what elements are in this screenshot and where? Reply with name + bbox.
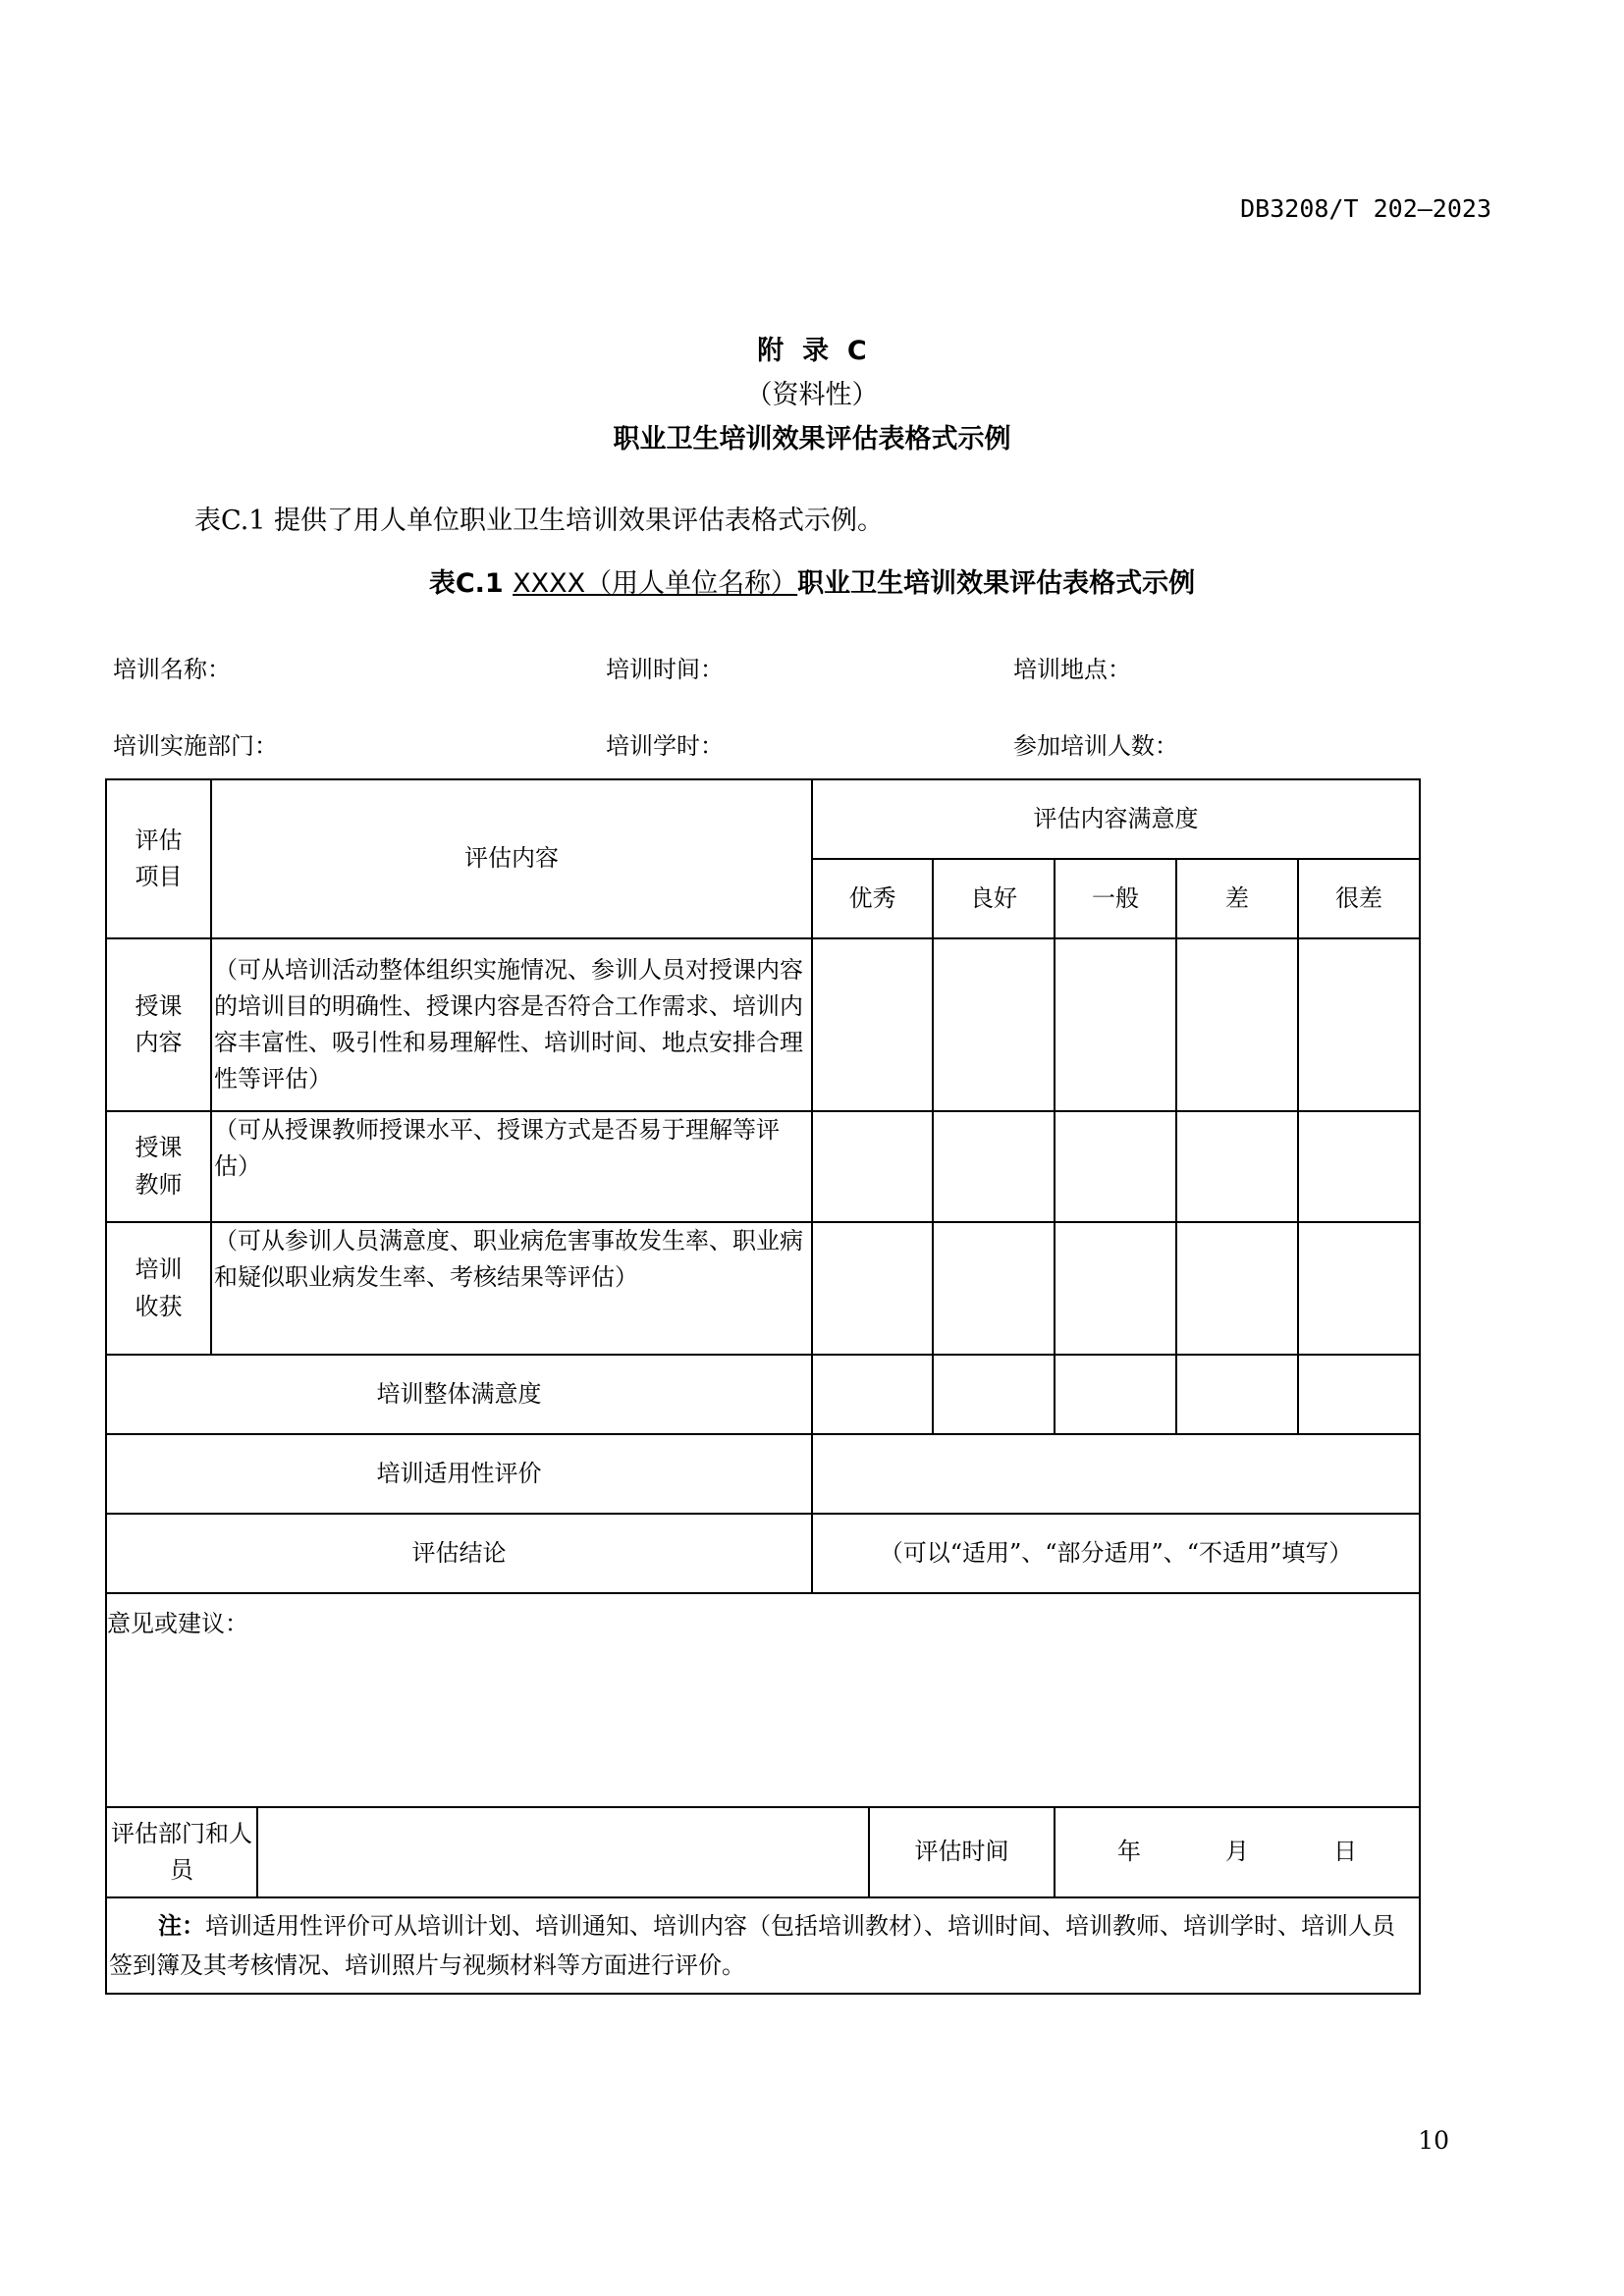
rating-cell[interactable] xyxy=(1055,1355,1176,1434)
date-year: 年 xyxy=(1117,1838,1142,1866)
rating-cell[interactable] xyxy=(1176,938,1298,1111)
appendix-title: 附 录 C xyxy=(757,336,867,366)
field-training-hours: 培训学时： xyxy=(606,732,724,760)
eval-time-label: 评估时间 xyxy=(869,1807,1055,1897)
item-label: 培训收获 xyxy=(106,1222,211,1355)
rating-cell[interactable] xyxy=(812,1222,933,1355)
header-satisfaction: 评估内容满意度 xyxy=(812,779,1420,859)
item-description: （可从培训活动整体组织实施情况、参训人员对授课内容的培训目的明确性、授课内容是否符合工作需求、培训内容丰富性、吸引性和易理解性、培训时间、地点安排合理性等评估） xyxy=(211,938,812,1111)
appendix-heading: 职业卫生培训效果评估表格式示例 xyxy=(613,424,1011,454)
rating-cell[interactable] xyxy=(1055,938,1176,1111)
field-training-name: 培训名称： xyxy=(113,656,231,683)
item-label: 授课教师 xyxy=(106,1111,211,1222)
field-attendees: 参加培训人数： xyxy=(1013,732,1178,760)
level-average: 一般 xyxy=(1055,859,1176,938)
table-caption xyxy=(0,561,1624,600)
caption-suffix: 职业卫生培训效果评估表格式示例 xyxy=(797,568,1196,599)
note-cell xyxy=(106,1897,1420,1994)
header-item: 评估项目 xyxy=(106,779,211,938)
applicability-value[interactable] xyxy=(812,1434,1420,1514)
conclusion-label: 评估结论 xyxy=(106,1514,812,1593)
rating-cell[interactable] xyxy=(933,1222,1055,1355)
rating-cell[interactable] xyxy=(1176,1222,1298,1355)
standard-number: DB3208/T 202—2023 xyxy=(1240,194,1491,223)
appendix-nature: （资料性） xyxy=(745,380,879,410)
eval-dept-value[interactable] xyxy=(257,1807,869,1897)
level-excellent: 优秀 xyxy=(812,859,933,938)
page-number: 10 xyxy=(1418,2126,1449,2155)
evaluation-table xyxy=(105,778,1421,1995)
overall-satisfaction-label: 培训整体满意度 xyxy=(106,1355,812,1434)
rating-cell[interactable] xyxy=(933,1355,1055,1434)
date-month: 月 xyxy=(1225,1838,1250,1866)
rating-cell[interactable] xyxy=(1055,1111,1176,1222)
field-training-department: 培训实施部门： xyxy=(113,732,278,760)
field-training-time: 培训时间： xyxy=(606,656,724,683)
rating-cell[interactable] xyxy=(933,938,1055,1111)
rating-cell[interactable] xyxy=(933,1111,1055,1222)
header-content: 评估内容 xyxy=(211,779,812,938)
rating-cell[interactable] xyxy=(812,938,933,1111)
rating-cell[interactable] xyxy=(1176,1355,1298,1434)
rating-cell[interactable] xyxy=(1055,1222,1176,1355)
rating-cell[interactable] xyxy=(1298,938,1420,1111)
conclusion-hint: （可以“适用”、“部分适用”、“不适用”填写） xyxy=(812,1514,1420,1593)
caption-company: XXXX（用人单位名称） xyxy=(513,568,798,599)
level-good: 良好 xyxy=(933,859,1055,938)
rating-cell[interactable] xyxy=(1298,1222,1420,1355)
opinion-cell[interactable] xyxy=(106,1593,1420,1807)
eval-dept-label: 评估部门和人员 xyxy=(106,1807,257,1897)
intro-paragraph: 表C.1 提供了用人单位职业卫生培训效果评估表格式示例。 xyxy=(194,506,885,536)
note-label: 注： xyxy=(158,1911,205,1940)
caption-prefix: 表C.1 xyxy=(428,568,514,599)
item-label: 授课内容 xyxy=(106,938,211,1111)
rating-cell[interactable] xyxy=(812,1111,933,1222)
rating-cell[interactable] xyxy=(812,1355,933,1434)
applicability-label: 培训适用性评价 xyxy=(106,1434,812,1514)
item-description: （可从授课教师授课水平、授课方式是否易于理解等评估） xyxy=(211,1111,812,1222)
rating-cell[interactable] xyxy=(1298,1111,1420,1222)
field-training-location: 培训地点： xyxy=(1013,656,1131,683)
rating-cell[interactable] xyxy=(1298,1355,1420,1434)
level-poor: 差 xyxy=(1176,859,1298,938)
item-description: （可从参训人员满意度、职业病危害事故发生率、职业病和疑似职业病发生率、考核结果等评估） xyxy=(211,1222,812,1355)
eval-date[interactable] xyxy=(1055,1807,1420,1897)
level-very-poor: 很差 xyxy=(1298,859,1420,938)
rating-cell[interactable] xyxy=(1176,1111,1298,1222)
opinion-label: 意见或建议： xyxy=(107,1610,248,1637)
date-day: 日 xyxy=(1333,1838,1358,1866)
note-text: 培训适用性评价可从培训计划、培训通知、培训内容（包括培训教材）、培训时间、培训教师、培训学时、培训人员签到簿及其考核情况、培训照片与视频材料等方面进行评价。 xyxy=(109,1912,1395,1979)
